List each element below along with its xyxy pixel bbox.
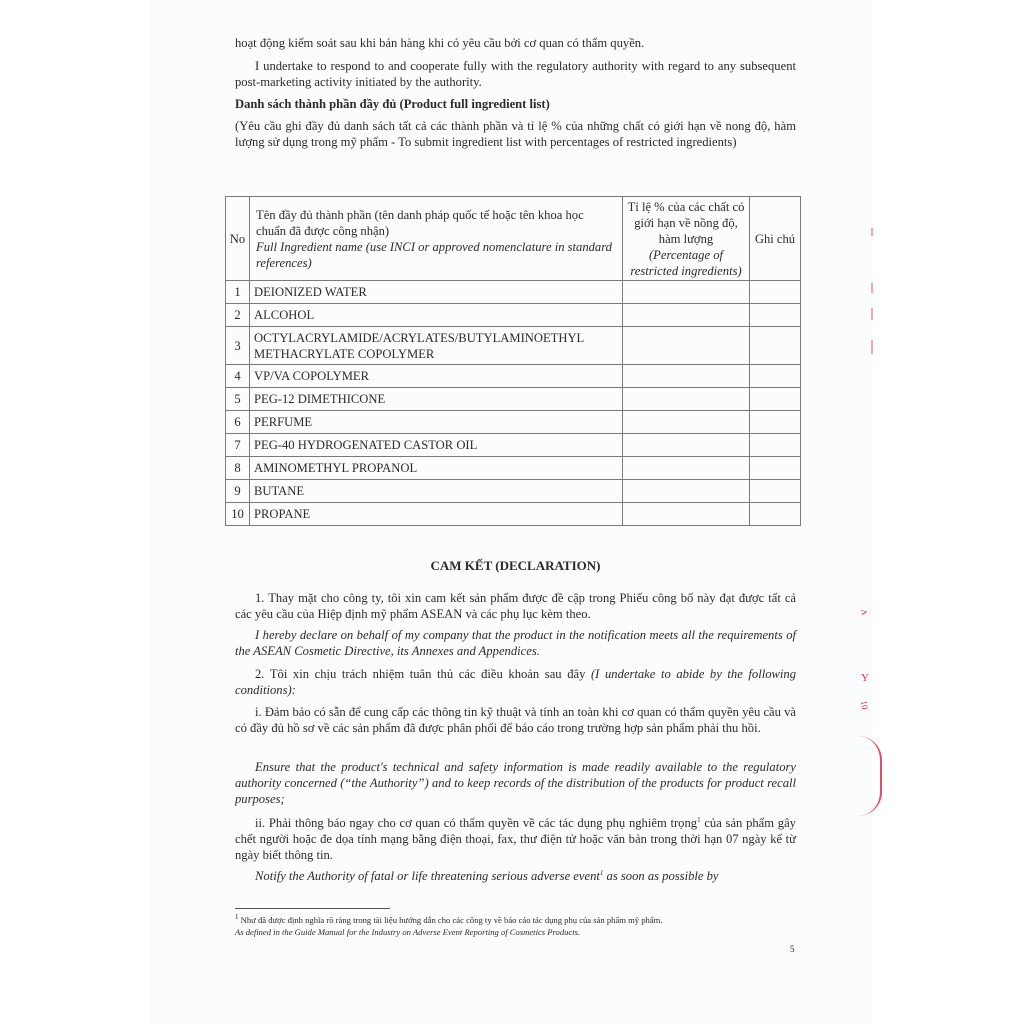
- footnote-ref: 1: [697, 815, 701, 824]
- cell-ingredient-name: DEIONIZED WATER: [250, 281, 623, 304]
- footnote-en: As defined in the Guide Manual for the Industry on Adverse Event Reporting of Cosmetics Products.: [235, 927, 581, 937]
- table-row: [226, 434, 801, 457]
- footnote-divider: [235, 908, 390, 909]
- cell-note: [750, 327, 801, 365]
- header-pct-en: (Percentage of restricted ingredients): [630, 247, 742, 278]
- cell-percentage: [623, 304, 750, 327]
- footnote-vi: [235, 914, 796, 926]
- ingredient-table-body: [226, 281, 801, 526]
- cell-ingredient-name: PERFUME: [250, 411, 623, 434]
- cell-ingredient-name: ALCOHOL: [250, 304, 623, 327]
- footnote-ref: 1: [599, 868, 604, 877]
- stamp-fragment-icon: ʌ: [858, 608, 872, 616]
- cell-ingredient-name: VP/VA COPOLYMER: [250, 365, 623, 388]
- header-note: Ghi chú: [750, 197, 801, 281]
- cell-percentage: [623, 365, 750, 388]
- condition-ii-en-part-a: Notify the Authority of fatal or life threatening serious adverse event: [255, 869, 600, 883]
- footnote-marker: 1: [235, 913, 239, 922]
- stamp-trace-icon: [871, 340, 873, 354]
- header-pct-vi: Tỉ lệ % của các chất có giới hạn về nồng độ, hàm lượng: [627, 199, 745, 246]
- table-row: [226, 365, 801, 388]
- declaration-item-2-vi: 2. Tôi xin chịu trách nhiệm tuân thủ các điều khoản sau đây: [255, 667, 586, 681]
- cell-ingredient-name: AMINOMETHYL PROPANOL: [250, 457, 623, 480]
- cell-no: 3: [226, 327, 250, 365]
- undertake-paragraph: I undertake to respond to and cooperate fully with the regulatory authority with regard to any subsequent post-marketing activity initiated by the authority.: [235, 59, 796, 89]
- cell-note: [750, 388, 801, 411]
- condition-ii-en-part-b: as soon as possible by: [603, 869, 719, 883]
- stamp-fragment-icon: Y: [861, 672, 869, 684]
- cell-ingredient-name: PEG-40 HYDROGENATED CASTOR OIL: [250, 434, 623, 457]
- cell-no: 10: [226, 503, 250, 526]
- table-row: [226, 457, 801, 480]
- declaration-item-1-vi: 1. Thay mặt cho công ty, tôi xin cam kết sản phẩm được đề cập trong Phiếu công bố này đạt được tất cả các yêu cầu của Hiệp định mỹ phẩm ASEAN và các phụ lục kèm theo.: [235, 591, 796, 621]
- cell-note: [750, 434, 801, 457]
- table-header-row: [226, 197, 801, 281]
- declaration-item-1-en: I hereby declare on behalf of my company that the product in the notification meets all the requirements of the ASEAN Cosmetic Directive, its Annexes and Appendices.: [235, 628, 796, 658]
- stamp-seal-icon: [858, 736, 882, 816]
- table-row: [226, 327, 801, 365]
- ingredient-request-paragraph: (Yêu cầu ghi đầy đủ danh sách tất cả các thành phần và tỉ lệ % của những chất có giới hạn về nong độ, hàm lượng sử dụng trong mỹ phẩm - To submit ingredient list with percentages of restricted ingredients): [235, 119, 796, 149]
- condition-i-en: Ensure that the product's technical and safety information is made readily available to the regulatory authority concerned (“the Authority”) and to keep records of the distribution of the products for product recall purposes;: [235, 760, 796, 806]
- cell-no: 4: [226, 365, 250, 388]
- header-no: No: [226, 197, 250, 281]
- cell-note: [750, 411, 801, 434]
- cell-note: [750, 503, 801, 526]
- table-row: [226, 411, 801, 434]
- condition-i-vi: i. Đảm bảo có sẵn để cung cấp các thông tin kỹ thuật và tính an toàn khi cơ quan có thẩm quyền yêu cầu và có đầy đủ hồ sơ về các sản phẩm đã được phân phối để báo cáo trong trường hợp sản phẩm phải thu hồi.: [235, 705, 796, 735]
- table-row: [226, 388, 801, 411]
- condition-ii-vi: [235, 815, 796, 863]
- cell-percentage: [623, 480, 750, 503]
- cell-ingredient-name: PEG-12 DIMETHICONE: [250, 388, 623, 411]
- cell-note: [750, 480, 801, 503]
- stamp-trace-icon: [871, 308, 873, 320]
- declaration-item-2: [235, 666, 796, 698]
- table-row: [226, 304, 801, 327]
- footnote: [235, 914, 796, 938]
- cell-ingredient-name: PROPANE: [250, 503, 623, 526]
- cell-ingredient-name: OCTYLACRYLAMIDE/ACRYLATES/BUTYLAMINOETHYL METHACRYLATE COPOLYMER: [250, 327, 623, 365]
- cell-no: 2: [226, 304, 250, 327]
- header-name-en: Full Ingredient name (use INCI or approved nomenclature in standard references): [256, 239, 612, 270]
- cell-percentage: [623, 457, 750, 480]
- intro-line: hoạt động kiểm soát sau khi bán hàng khi có yêu cầu bởi cơ quan có thẩm quyền.: [235, 36, 645, 50]
- table-row: [226, 503, 801, 526]
- header-percentage: [623, 197, 750, 281]
- header-name-vi: Tên đầy đủ thành phần (tên danh pháp quốc tế hoặc tên khoa học chuẩn đã được công nhận): [256, 207, 584, 238]
- ingredient-list-heading: Danh sách thành phần đầy đủ (Product full ingredient list): [235, 97, 550, 111]
- declaration-heading: CAM KẾT (DECLARATION): [430, 558, 601, 573]
- cell-note: [750, 304, 801, 327]
- cell-percentage: [623, 411, 750, 434]
- condition-ii-vi-part-a: ii. Phải thông báo ngay cho cơ quan có thẩm quyền về các tác dụng phụ nghiêm trọng: [255, 816, 698, 830]
- condition-ii-vi-part-b: của sản phẩm gây chết người hoặc đe dọa tính mạng bằng điện thoại, fax, thư điện tử hoặc văn bản trong thời hạn 07 ngày kể từ ngày biết thông tin.: [235, 816, 796, 862]
- declaration-item-2-en: (I undertake to abide by the following conditions):: [235, 667, 796, 697]
- stamp-trace-icon: [871, 228, 873, 236]
- cell-ingredient-name: BUTANE: [250, 480, 623, 503]
- cell-note: [750, 457, 801, 480]
- cell-note: [750, 365, 801, 388]
- footnote-text-vi: Như đã được định nghĩa rõ ràng trong tài liệu hướng dẫn cho các công ty về báo cáo tác dụng phụ của sản phẩm mỹ phẩm.: [238, 915, 663, 925]
- page-number: 5: [790, 944, 795, 954]
- cell-percentage: [623, 388, 750, 411]
- cell-percentage: [623, 434, 750, 457]
- cell-percentage: [623, 503, 750, 526]
- ingredient-table: [225, 196, 801, 526]
- stamp-trace-icon: [871, 283, 873, 293]
- cell-percentage: [623, 281, 750, 304]
- cell-no: 1: [226, 281, 250, 304]
- cell-no: 9: [226, 480, 250, 503]
- cell-percentage: [623, 327, 750, 365]
- cell-note: [750, 281, 801, 304]
- cell-no: 6: [226, 411, 250, 434]
- header-ingredient-name: [250, 197, 623, 281]
- table-row: [226, 281, 801, 304]
- cell-no: 8: [226, 457, 250, 480]
- condition-ii-en: [235, 868, 796, 884]
- stamp-fragment-icon: 10: [858, 699, 871, 711]
- table-row: [226, 480, 801, 503]
- cell-no: 5: [226, 388, 250, 411]
- cell-no: 7: [226, 434, 250, 457]
